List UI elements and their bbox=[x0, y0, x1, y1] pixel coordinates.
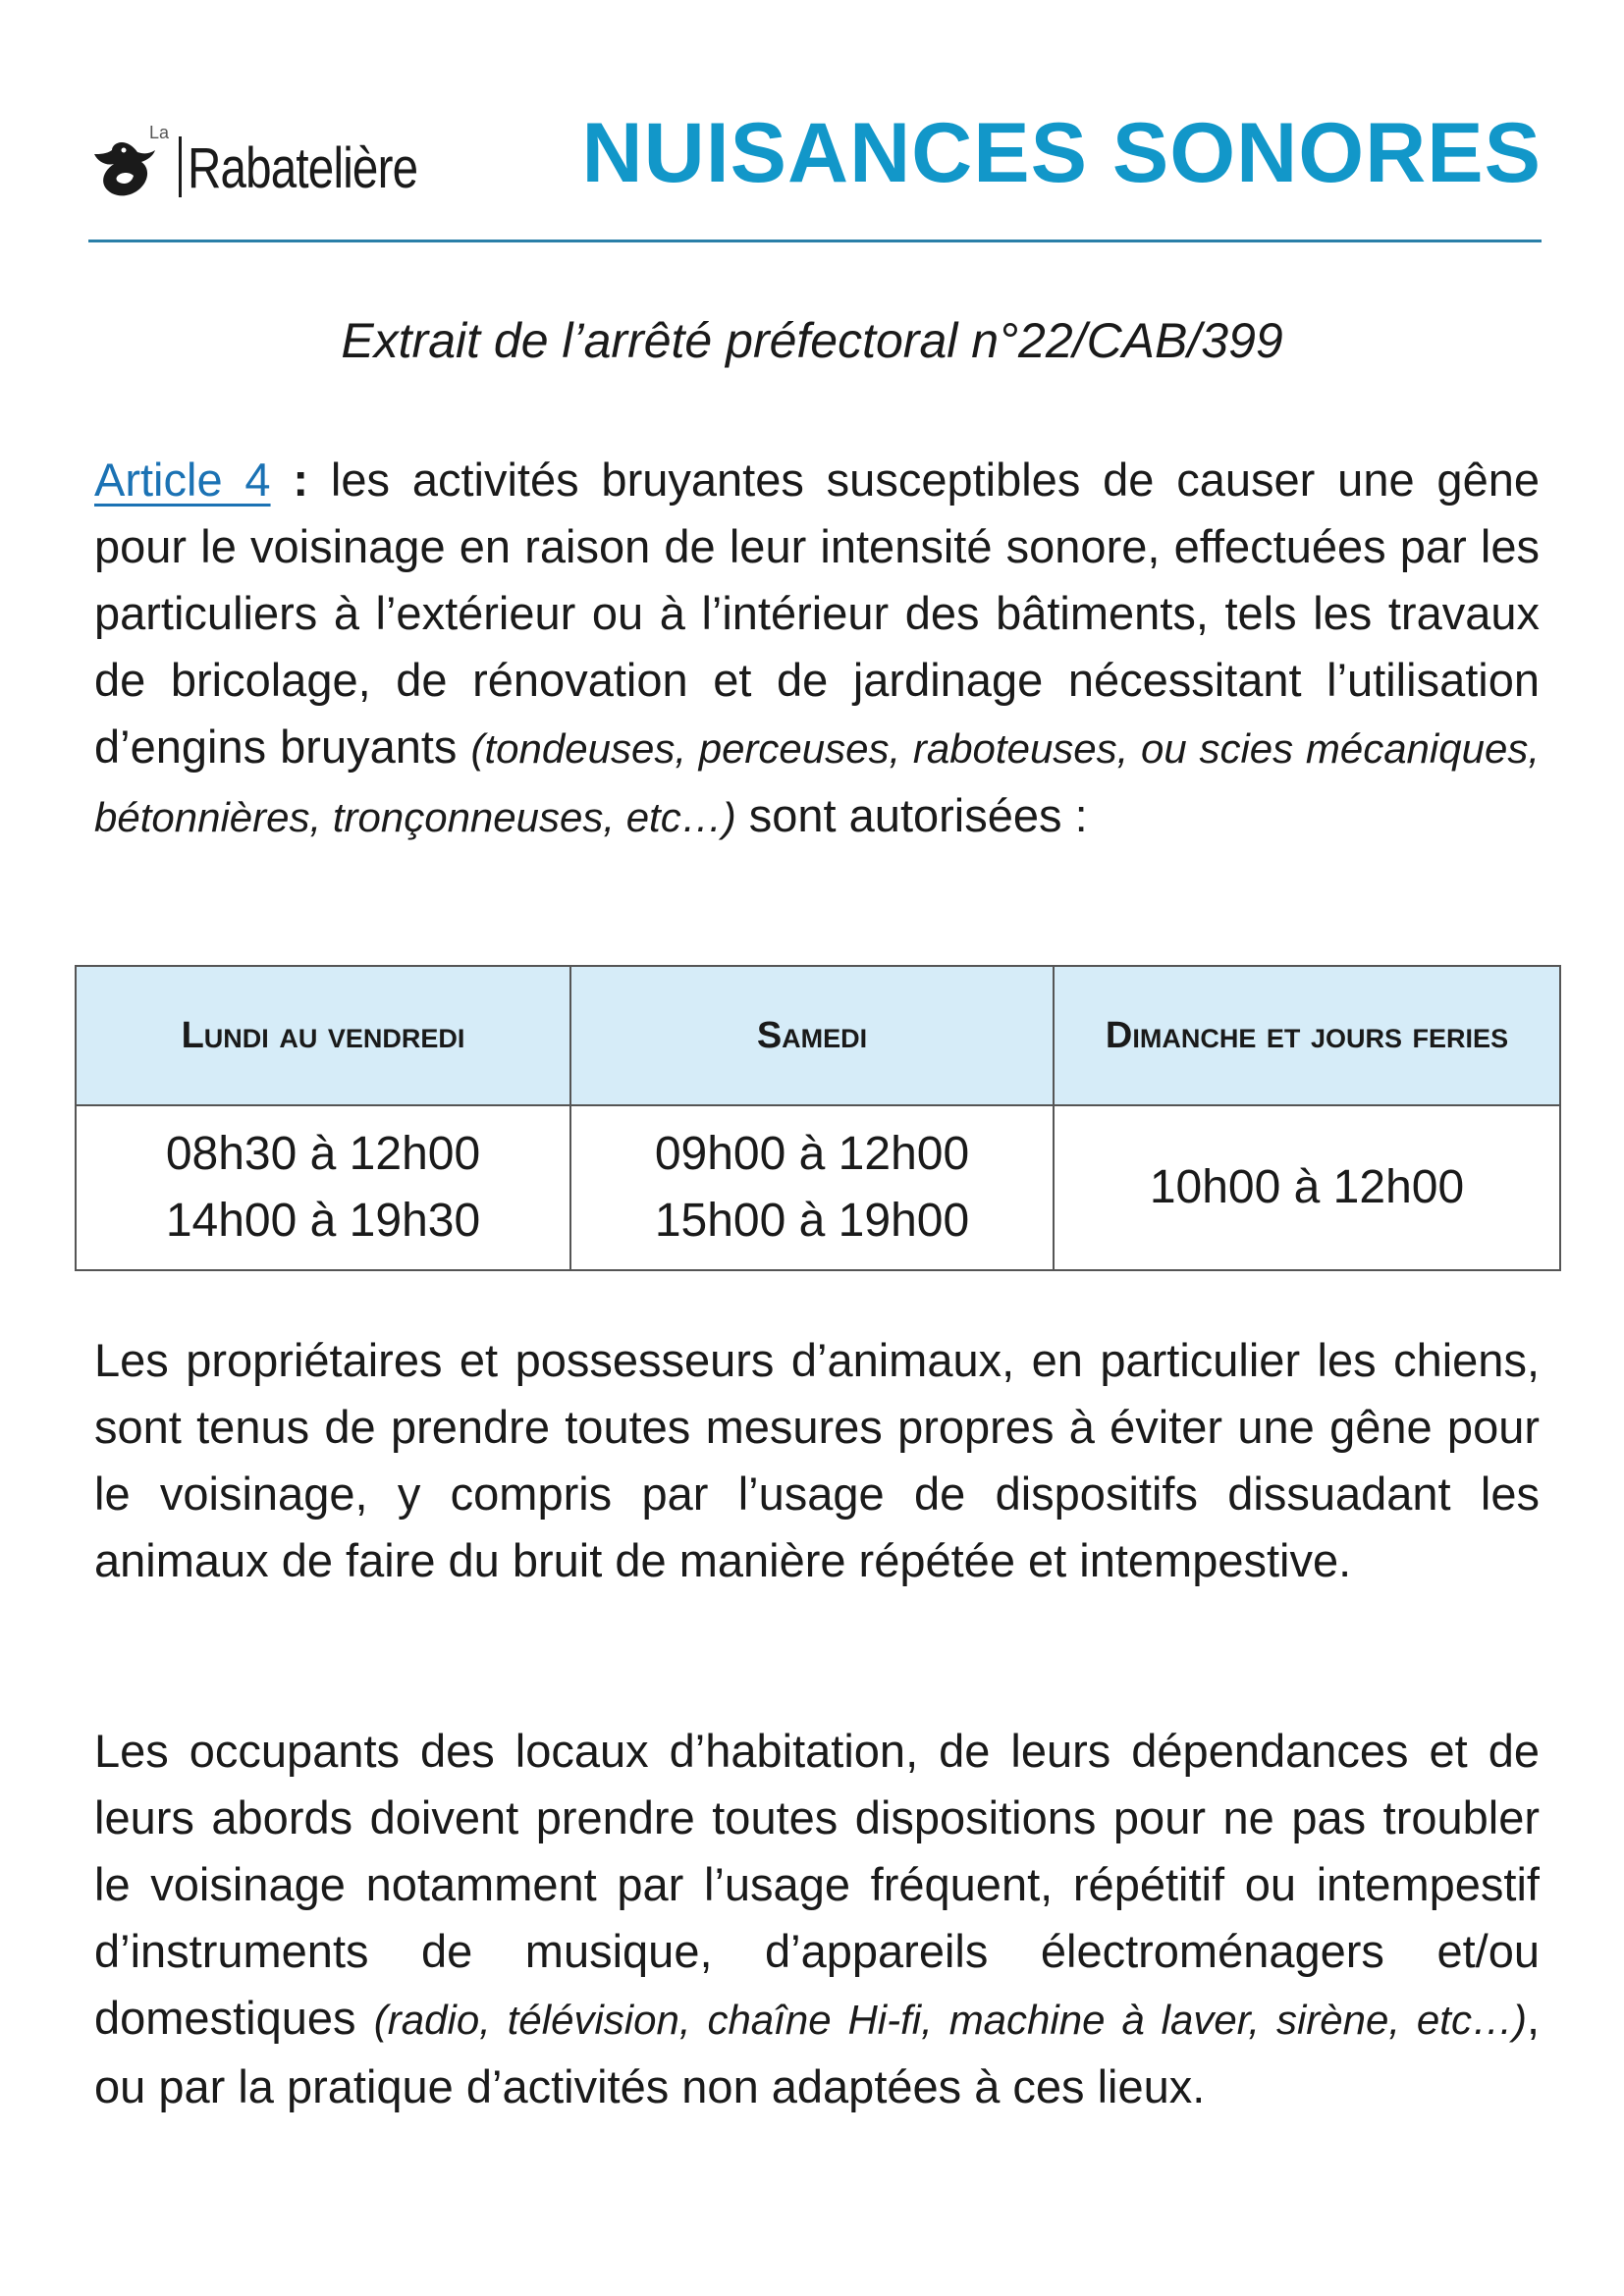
time-range: 10h00 à 12h00 bbox=[1149, 1161, 1465, 1213]
animals-paragraph: Les propriétaires et possesseurs d’animaux, en particulier les chiens, sont tenus de prendre toutes mesures propres à éviter une gêne pour le voisinage, y compris par l’usage de dispositifs dissuadant les animaux de faire du bruit de manière répétée et intempestive. bbox=[94, 1334, 1540, 1586]
table-cell-saturday bbox=[570, 1105, 1054, 1270]
article-colon: : bbox=[270, 454, 309, 506]
occupants-examples: (radio, télévision, chaîne Hi-fi, machine à laver, sirène, etc…) bbox=[373, 1997, 1527, 2043]
occupants-end: , ou par la pratique d’activités non adaptées à ces lieux. bbox=[94, 1992, 1540, 2112]
logo-separator bbox=[179, 136, 182, 197]
article-label: Article 4 bbox=[94, 454, 271, 506]
time-range: 15h00 à 19h00 bbox=[654, 1195, 970, 1247]
logo bbox=[88, 113, 468, 201]
hours-table bbox=[75, 965, 1561, 1271]
article-end: sont autorisées : bbox=[735, 789, 1088, 841]
table-cell-sunday-holidays bbox=[1054, 1105, 1560, 1270]
time-range: 09h00 à 12h00 bbox=[654, 1128, 970, 1180]
time-range: 08h30 à 12h00 bbox=[165, 1128, 481, 1180]
page-title: NUISANCES SONORES bbox=[581, 106, 1542, 200]
logo-name: Rabatelière bbox=[188, 136, 418, 200]
table-header-saturday: Samedi bbox=[570, 966, 1054, 1105]
table-header-row bbox=[76, 966, 1560, 1105]
header-divider bbox=[88, 240, 1542, 242]
table-row bbox=[76, 1105, 1560, 1270]
article-text: les activités bruyantes susceptibles de causer une gêne pour le voisinage en raison de leur intensité sonore, effectuées par les particuliers à l’extérieur ou à l’intérieur des bâtiments, tels les travaux de bricolage, de rénovation et de jardinage nécessitant l’utilisation d’engins bruyants bbox=[94, 454, 1540, 773]
occupants-text: Les occupants des locaux d’habitation, de leurs dépendances et de leurs abords doivent prendre toutes dispositions pour ne pas troubler le voisinage notamment par l’usage fréquent, répétitif ou intempestif d’instruments de musique, d’appareils électroménagers et/ou domestiques bbox=[94, 1725, 1540, 2044]
logo-prefix: La bbox=[149, 123, 170, 142]
table-header-sunday-holidays: Dimanche et jours feries bbox=[1054, 966, 1560, 1105]
page-header bbox=[88, 93, 1542, 250]
table-header-weekdays: Lundi au vendredi bbox=[76, 966, 570, 1105]
table-cell-weekdays bbox=[76, 1105, 570, 1270]
occupants-paragraph bbox=[94, 1718, 1540, 2120]
time-range: 14h00 à 19h30 bbox=[165, 1195, 481, 1247]
article-paragraph bbox=[94, 447, 1540, 851]
article-examples: (tondeuses, perceuses, raboteuses, ou scies mécaniques, bétonnières, tronçonneuses, etc…) bbox=[94, 725, 1540, 840]
subtitle: Extrait de l’arrêté préfectoral n°22/CAB/399 bbox=[341, 313, 1283, 368]
